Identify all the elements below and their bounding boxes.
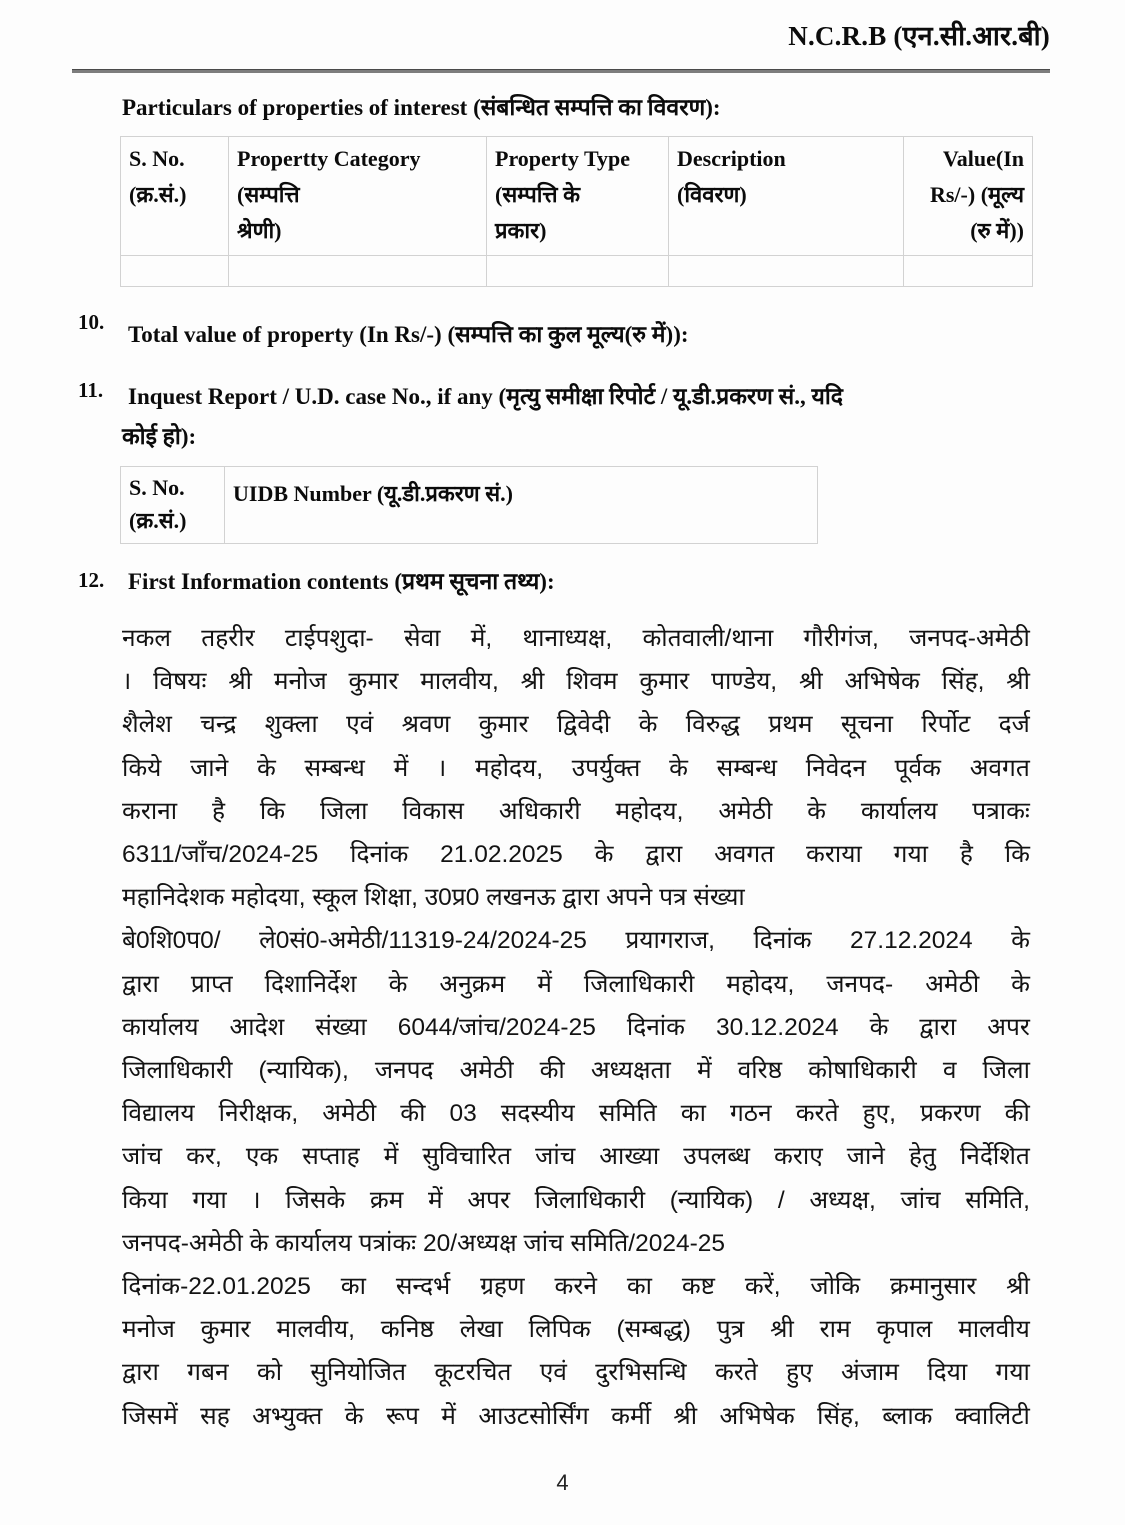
column-header-property-type — [487, 137, 669, 256]
item-10-number: 10. — [78, 310, 105, 334]
fir-line: 6311/जाँच/2024-25 दिनांक 21.02.2025 के द्वारा अवगत कराया गया है कि — [122, 841, 1030, 869]
fir-line: द्वारा प्राप्त दिशानिर्देश के अनुक्रम में जिलाधिकारी महोदय, जनपद- अमेठी के — [122, 970, 1030, 998]
uidb-col-s-no-hi: (क्र.सं.) — [129, 508, 187, 533]
uidb-table — [120, 466, 818, 544]
col-value-hi-1: Rs/-) (मूल्य — [929, 182, 1024, 207]
table-header-row — [121, 137, 1033, 256]
fir-line: मनोज कुमार मालवीय, कनिष्ठ लेखा लिपिक (सम्बद्ध) पुत्र श्री राम कृपाल मालवीय — [122, 1316, 1030, 1344]
fir-line: कराना है कि जिला विकास अधिकारी महोदय, अमेठी के कार्यालय पत्राकः — [122, 797, 1030, 825]
fir-line: जिसमें सह अभ्युक्त के रूप में आउटसोर्सिंग कर्मी श्री अभिषेक सिंह, ब्लाक क्वालिटी — [122, 1402, 1030, 1430]
col-s-no-hi: (क्र.सं.) — [129, 182, 187, 207]
fir-line: द्वारा गबन को सुनियोजित कूटरचित एवं दुरभिसन्धि करते हुए अंजाम दिया गया — [122, 1359, 1030, 1387]
column-header-value — [904, 137, 1033, 256]
col-description-en: Description — [677, 146, 786, 171]
fir-line: नकल तहरीर टाईपशुदा- सेवा में, थानाध्यक्ष, कोतवाली/थाना गौरीगंज, जनपद-अमेठी — [122, 625, 1030, 652]
column-header-uidb-number: UIDB Number (यू.डी.प्रकरण सं.) — [225, 467, 818, 544]
fir-line: बे0शि0प0/ ले0सं0-अमेठी/11319-24/2024-25 प्रयागराज, दिनांक 27.12.2024 के — [122, 927, 1030, 955]
table-row — [121, 256, 1033, 287]
header-title: N.C.R.B (एन.सी.आर.बी) — [788, 21, 1050, 51]
col-value-en: Value(In — [942, 146, 1024, 171]
col-description-hi: (विवरण) — [677, 182, 747, 207]
item-12-number: 12. — [78, 568, 105, 592]
fir-line: जनपद-अमेठी के कार्यालय पत्रांकः 20/अध्यक्ष जांच समिति/2024-25 — [122, 1229, 725, 1257]
fir-line: विद्यालय निरीक्षक, अमेठी की 03 सदस्यीय समिति का गठन करते हुए, प्रकरण की — [122, 1100, 1030, 1128]
fir-line: शैलेश चन्द्र शुक्ला एवं श्रवण कुमार द्विवेदी के विरुद्ध प्रथम सूचना रिर्पोट दर्ज — [122, 711, 1030, 739]
header-divider — [72, 69, 1050, 73]
page-header — [72, 16, 1050, 53]
cell-value — [904, 256, 1033, 287]
fir-line: कार्यालय आदेश संख्या 6044/जांच/2024-25 दिनांक 30.12.2024 के द्वारा अपर — [122, 1013, 1030, 1041]
cell-s-no — [121, 256, 229, 287]
item-10-label: Total value of property (In Rs/-) (सम्पत्ति का कुल मूल्य(रु में)): — [128, 322, 689, 347]
fir-line: दिनांक-22.01.2025 का सन्दर्भ ग्रहण करने का कष्ट करें, जोकि क्रमानुसार श्री — [122, 1273, 1030, 1301]
property-table — [120, 136, 1033, 287]
fir-line: । विषयः श्री मनोज कुमार मालवीय, श्री शिवम कुमार पाण्डेय, श्री अभिषेक सिंह, श्री — [122, 668, 1030, 696]
cell-property-type — [487, 256, 669, 287]
fir-line: जांच कर, एक सप्ताह में सुविचारित जांच आख्या उपलब्ध कराए जाने हेतु निर्देशित — [122, 1143, 1030, 1171]
col-category-hi-2: श्रेणी) — [237, 218, 282, 243]
column-header-description — [669, 137, 904, 256]
col-category-hi-1: (सम्पत्ति — [237, 182, 300, 207]
col-type-hi-1: (सम्पत्ति के — [495, 182, 581, 207]
item-12-label: First Information contents (प्रथम सूचना तथ्य): — [128, 569, 555, 594]
column-header-property-category — [229, 137, 487, 256]
table-header-row — [121, 467, 818, 544]
col-category-en: Propertty Category — [237, 146, 421, 171]
fir-line: जिलाधिकारी (न्यायिक), जनपद अमेठी की अध्यक्षता में वरिष्ठ कोषाधिकारी व जिला — [122, 1057, 1030, 1085]
fir-line: महानिदेशक महोदया, स्कूल शिक्षा, उ0प्र0 लखनऊ द्वारा अपने पत्र संख्या — [122, 884, 745, 912]
cell-description — [669, 256, 904, 287]
col-type-hi-2: प्रकार) — [495, 218, 547, 243]
page-number: 4 — [556, 1470, 569, 1495]
column-header-s-no — [121, 137, 229, 256]
column-header-s-no — [121, 467, 225, 544]
property-particulars-heading: Particulars of properties of interest (संबन्धित सम्पत्ति का विवरण): — [122, 95, 721, 120]
uidb-col-s-no-en: S. No. — [129, 475, 185, 500]
fir-line: किया गया । जिसके क्रम में अपर जिलाधिकारी (न्यायिक) / अध्यक्ष, जांच समिति, — [122, 1186, 1030, 1214]
cell-property-category — [229, 256, 487, 287]
first-information-contents — [122, 617, 1030, 1438]
col-type-en: Property Type — [495, 146, 631, 171]
col-s-no-en: S. No. — [129, 146, 185, 171]
col-value-hi-2: (रु में)) — [970, 218, 1024, 243]
item-11-number: 11. — [78, 378, 104, 402]
item-11-label-line-1: Inquest Report / U.D. case No., if any (मृत्यु समीक्षा रिपोर्ट / यू.डी.प्रकरण सं., यदि — [128, 384, 843, 409]
item-11-label-line-2: कोई हो): — [122, 424, 197, 449]
fir-line: किये जाने के सम्बन्ध में । महोदय, उपर्युक्त के सम्बन्ध निवेदन पूर्वक अवगत — [122, 754, 1030, 782]
